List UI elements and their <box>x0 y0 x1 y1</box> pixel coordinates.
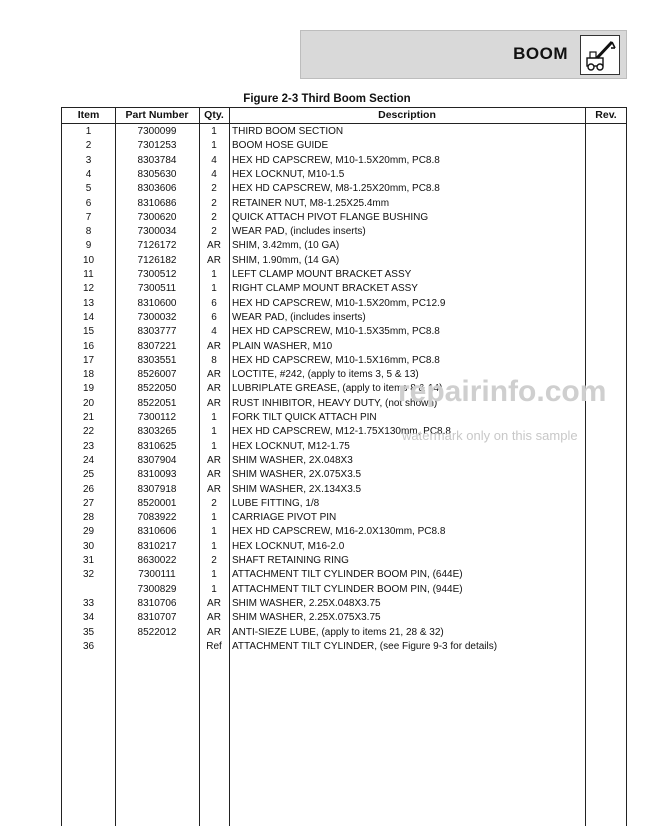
table-row <box>62 125 628 139</box>
watermark-note: watermark only on this sample <box>402 428 578 443</box>
qty-cell: Ref <box>206 640 222 652</box>
item-cell: 19 <box>82 383 95 395</box>
qty-cell: AR <box>207 469 221 481</box>
qty-cell: AR <box>207 383 221 395</box>
item-cell: 36 <box>82 640 95 652</box>
table-row <box>62 468 628 482</box>
qty-cell: 1 <box>211 512 217 524</box>
description-cell: ATTACHMENT TILT CYLINDER BOOM PIN, (644E) <box>232 569 463 581</box>
item-cell: 1 <box>85 126 92 137</box>
part-number-cell: 7126182 <box>137 254 177 266</box>
watermark-site: repairinfo.com <box>398 375 607 408</box>
qty-cell: 4 <box>211 154 217 166</box>
qty-cell: 2 <box>211 497 217 509</box>
qty-cell: 8 <box>211 354 217 366</box>
qty-cell: 1 <box>211 540 217 552</box>
telehandler-icon <box>580 35 620 75</box>
item-cell: 33 <box>82 597 95 609</box>
parts-table <box>61 107 627 826</box>
part-number-cell: 8303265 <box>137 426 177 438</box>
qty-cell: 1 <box>211 126 217 137</box>
table-row <box>62 454 628 468</box>
part-number-cell: 8522012 <box>137 626 177 638</box>
table-row <box>62 311 628 325</box>
part-number-cell: 7300112 <box>137 412 177 423</box>
table-row <box>62 154 628 168</box>
table-row <box>62 139 628 153</box>
item-cell: 2 <box>85 140 92 152</box>
table-row <box>62 525 628 539</box>
description-cell: HEX LOCKNUT, M10-1.5 <box>232 168 345 180</box>
qty-cell: 2 <box>211 197 217 209</box>
part-number-cell: 8310686 <box>137 197 177 209</box>
part-number-cell: 8303606 <box>137 183 177 195</box>
qty-cell: 6 <box>211 311 217 323</box>
qty-cell: AR <box>207 597 221 609</box>
qty-cell: AR <box>207 626 221 638</box>
description-cell: LOCTITE, #242, (apply to items 3, 5 & 13) <box>232 369 419 381</box>
description-cell: THIRD BOOM SECTION <box>232 126 344 137</box>
qty-cell: 2 <box>211 211 217 223</box>
table-row <box>62 282 628 296</box>
part-number-cell: 8310217 <box>137 540 177 552</box>
description-cell: LEFT CLAMP MOUNT BRACKET ASSY <box>232 269 412 280</box>
part-number-cell: 7300829 <box>137 583 177 595</box>
table-row <box>62 611 628 625</box>
part-number-cell: 8310625 <box>137 440 177 452</box>
figure-title: Figure 2-3 Third Boom Section <box>243 93 411 105</box>
part-number-cell: 8310706 <box>137 597 177 609</box>
qty-cell: AR <box>207 369 221 381</box>
part-number-cell: 8310093 <box>137 469 177 481</box>
description-cell: QUICK ATTACH PIVOT FLANGE BUSHING <box>232 211 429 223</box>
item-cell: 16 <box>82 340 95 352</box>
item-cell: 27 <box>82 497 95 509</box>
description-cell: SHIM WASHER, 2.25X.048X3.75 <box>232 597 381 609</box>
description-cell: HEX HD CAPSCREW, M8-1.25X20mm, PC8.8 <box>232 183 440 195</box>
part-number-cell: 8307904 <box>137 454 177 466</box>
qty-cell: 1 <box>211 283 217 295</box>
description-cell: SHIM WASHER, 2X.048X3 <box>232 454 353 466</box>
column-header-part-number: Part Number <box>125 109 189 121</box>
table-row <box>62 483 628 497</box>
item-cell: 11 <box>83 269 94 280</box>
description-cell: BOOM HOSE GUIDE <box>232 140 329 152</box>
item-cell: 12 <box>82 283 95 295</box>
description-cell: SHAFT RETAINING RING <box>232 555 349 566</box>
description-cell: SHIM WASHER, 2X.134X3.5 <box>232 483 362 495</box>
table-row <box>62 354 628 368</box>
description-cell: HEX HD CAPSCREW, M10-1.5X20mm, PC12.9 <box>232 297 446 309</box>
part-number-cell: 8303551 <box>137 354 177 366</box>
table-row <box>62 640 628 654</box>
qty-cell: AR <box>207 397 221 409</box>
table-row <box>62 597 628 611</box>
part-number-cell: 8307221 <box>137 340 177 352</box>
part-number-cell: 8305630 <box>137 168 177 180</box>
description-cell: WEAR PAD, (includes inserts) <box>232 226 366 238</box>
column-header-description: Description <box>378 109 436 121</box>
part-number-cell: 7300511 <box>137 283 177 295</box>
table-row <box>62 211 628 225</box>
item-cell: 7 <box>85 211 92 223</box>
item-cell: 15 <box>82 326 95 338</box>
table-row <box>62 511 628 525</box>
item-cell: 32 <box>82 569 95 581</box>
section-title: BOOM <box>513 44 568 63</box>
description-cell: HEX HD CAPSCREW, M10-1.5X16mm, PC8.8 <box>232 354 440 366</box>
item-cell: 22 <box>82 426 95 438</box>
table-row <box>62 168 628 182</box>
table-row <box>62 411 628 425</box>
description-cell: WEAR PAD, (includes inserts) <box>232 311 366 323</box>
description-cell: LUBE FITTING, 1/8 <box>232 497 320 509</box>
description-cell: RIGHT CLAMP MOUNT BRACKET ASSY <box>232 283 418 295</box>
description-cell: ATTACHMENT TILT CYLINDER BOOM PIN, (944E) <box>232 583 463 595</box>
qty-cell: 1 <box>211 269 217 280</box>
part-number-cell: 8522051 <box>137 397 177 409</box>
description-cell: RUST INHIBITOR, HEAVY DUTY, (not shown) <box>232 397 438 409</box>
item-cell: 23 <box>82 440 95 452</box>
table-row <box>62 268 628 282</box>
table-row <box>62 340 628 354</box>
qty-cell: 1 <box>211 583 217 595</box>
part-number-cell: 7300620 <box>137 211 177 223</box>
item-cell: 8 <box>85 226 92 238</box>
item-cell: 24 <box>82 454 95 466</box>
description-cell: FORK TILT QUICK ATTACH PIN <box>232 412 377 423</box>
item-cell: 29 <box>82 526 95 538</box>
item-cell: 26 <box>82 483 95 495</box>
qty-cell: AR <box>207 483 221 495</box>
item-cell: 25 <box>82 469 95 481</box>
section-header <box>300 30 627 79</box>
qty-cell: 4 <box>211 326 217 338</box>
description-cell: HEX HD CAPSCREW, M12-1.75X130mm, PC8.8 <box>232 426 451 438</box>
description-cell: SHIM, 1.90mm, (14 GA) <box>232 254 340 266</box>
qty-cell: 1 <box>211 440 217 452</box>
qty-cell: AR <box>207 612 221 624</box>
qty-cell: AR <box>207 454 221 466</box>
part-number-cell: 8310707 <box>137 612 177 624</box>
item-cell: 20 <box>82 397 95 409</box>
item-cell: 13 <box>82 297 95 309</box>
item-cell: 5 <box>85 183 92 195</box>
part-number-cell: 7300034 <box>137 226 177 238</box>
column-header-qty: Qty. <box>204 109 224 121</box>
column-header-rev: Rev. <box>595 109 617 121</box>
qty-cell: 1 <box>211 412 217 423</box>
item-cell: 6 <box>85 197 92 209</box>
part-number-cell: 8303777 <box>137 326 177 338</box>
qty-cell: 2 <box>211 555 217 566</box>
qty-cell: AR <box>207 254 221 266</box>
table-row <box>62 497 628 511</box>
qty-cell: 6 <box>211 297 217 309</box>
table-row <box>62 297 628 311</box>
item-cell: 14 <box>82 311 95 323</box>
item-cell: 31 <box>82 555 95 566</box>
description-cell: HEX LOCKNUT, M12-1.75 <box>232 440 350 452</box>
part-number-cell: 8526007 <box>137 369 177 381</box>
part-number-cell: 8307918 <box>137 483 177 495</box>
item-cell: 4 <box>85 168 92 180</box>
part-number-cell: 7126172 <box>137 240 177 252</box>
part-number-cell: 7300111 <box>138 569 176 581</box>
item-cell: 9 <box>85 240 92 252</box>
table-row <box>62 626 628 640</box>
table-row <box>62 568 628 582</box>
table-row <box>62 325 628 339</box>
item-cell: 3 <box>85 154 92 166</box>
item-cell: 34 <box>82 612 95 624</box>
description-cell: RETAINER NUT, M8-1.25X25.4mm <box>232 197 390 209</box>
part-number-cell: 8303784 <box>137 154 177 166</box>
qty-cell: 2 <box>211 226 217 238</box>
table-row <box>62 182 628 196</box>
part-number-cell: 8630022 <box>137 555 177 566</box>
part-number-cell: 8310600 <box>137 297 177 309</box>
item-cell: 18 <box>82 369 95 381</box>
table-row <box>62 540 628 554</box>
qty-cell: 4 <box>211 168 217 180</box>
part-number-cell: 7300099 <box>137 126 177 137</box>
part-number-cell: 7301253 <box>137 140 177 152</box>
qty-cell: 2 <box>211 183 217 195</box>
description-cell: SHIM, 3.42mm, (10 GA) <box>232 240 340 252</box>
table-row <box>62 254 628 268</box>
table-row <box>62 197 628 211</box>
description-cell: ATTACHMENT TILT CYLINDER, (see Figure 9-3 for details) <box>232 640 498 652</box>
qty-cell: AR <box>207 340 221 352</box>
item-cell: 21 <box>82 412 95 423</box>
item-cell: 17 <box>82 354 95 366</box>
item-cell: 35 <box>82 626 95 638</box>
table-row <box>62 239 628 253</box>
part-number-cell: 7300032 <box>137 311 177 323</box>
description-cell: HEX LOCKNUT, M16-2.0 <box>232 540 345 552</box>
description-cell: HEX HD CAPSCREW, M10-1.5X35mm, PC8.8 <box>232 326 440 338</box>
description-cell: CARRIAGE PIVOT PIN <box>232 512 337 524</box>
item-cell: 10 <box>82 254 95 266</box>
description-cell: LUBRIPLATE GREASE, (apply to items 8 & 14) <box>232 383 443 395</box>
qty-cell: 1 <box>211 569 217 581</box>
table-row <box>62 583 628 597</box>
description-cell: SHIM WASHER, 2X.075X3.5 <box>232 469 362 481</box>
part-number-cell: 8522050 <box>137 383 177 395</box>
qty-cell: 1 <box>211 526 217 538</box>
part-number-cell: 8310606 <box>137 526 177 538</box>
column-header-item: Item <box>77 109 100 121</box>
table-row <box>62 554 628 568</box>
table-row <box>62 225 628 239</box>
description-cell: HEX HD CAPSCREW, M16-2.0X130mm, PC8.8 <box>232 526 446 538</box>
description-cell: ANTI-SIEZE LUBE, (apply to items 21, 28 & 32) <box>232 626 444 638</box>
description-cell: HEX HD CAPSCREW, M10-1.5X20mm, PC8.8 <box>232 154 440 166</box>
qty-cell: 1 <box>211 140 217 152</box>
item-cell: 30 <box>82 540 95 552</box>
description-cell: PLAIN WASHER, M10 <box>232 340 333 352</box>
part-number-cell: 7083922 <box>137 512 177 524</box>
part-number-cell: 8520001 <box>137 497 177 509</box>
qty-cell: AR <box>207 240 221 252</box>
part-number-cell: 7300512 <box>137 269 177 280</box>
qty-cell: 1 <box>211 426 217 438</box>
item-cell: 28 <box>82 512 95 524</box>
description-cell: SHIM WASHER, 2.25X.075X3.75 <box>232 612 381 624</box>
